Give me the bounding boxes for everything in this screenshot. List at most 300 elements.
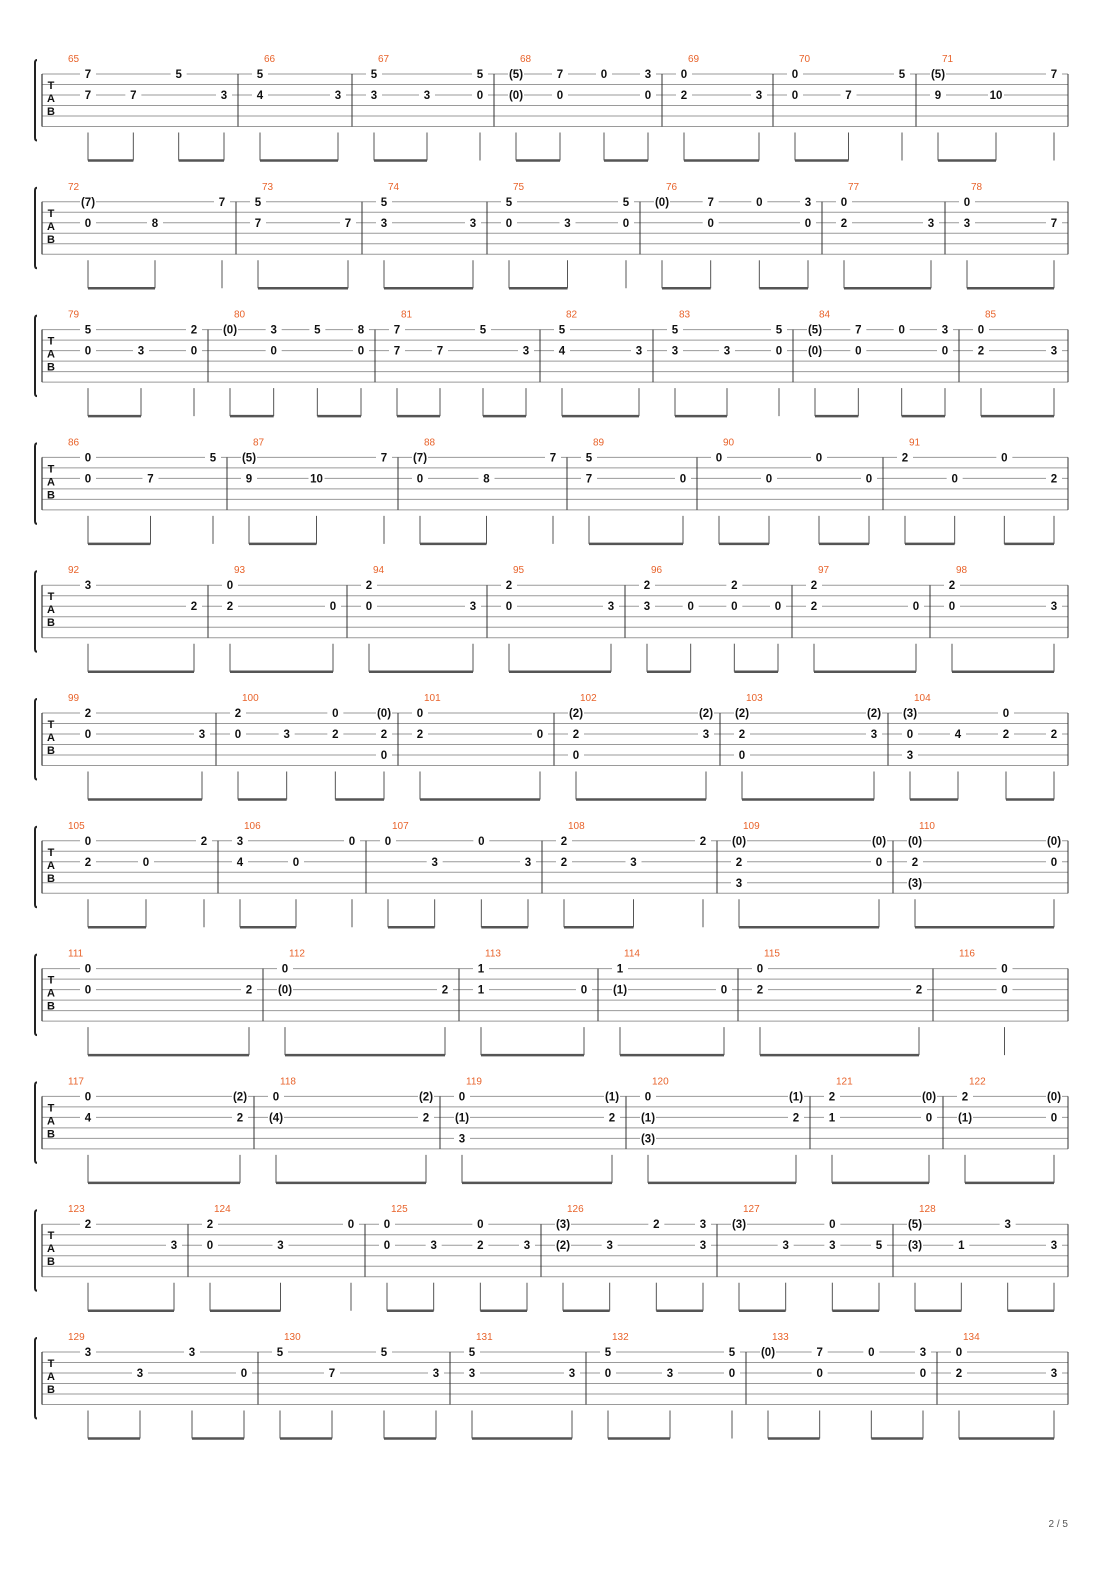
system-bracket [35, 316, 37, 397]
measure [944, 565, 1062, 672]
measure-number: 65 [68, 54, 80, 65]
fret-number: 0 [720, 984, 728, 997]
measure [412, 437, 561, 544]
fret-number: 3 [630, 856, 637, 869]
measure [501, 182, 634, 288]
fret-number: 2 [236, 1112, 244, 1125]
tab-system [35, 565, 1068, 672]
fret-number: 5 [875, 1240, 883, 1253]
measure [711, 437, 877, 544]
tab-clef-letter: A [47, 1371, 55, 1383]
fret-number: 2 [477, 1240, 484, 1253]
fret-number: 1 [828, 1112, 836, 1125]
fret-number: 3 [430, 1240, 437, 1253]
tab-clef-letter: A [47, 987, 55, 1000]
fret-number: 0 [478, 835, 485, 848]
fret-number: 0 [477, 1219, 484, 1232]
measure [277, 949, 453, 1056]
measure [376, 182, 481, 288]
fret-number: (2) [418, 1091, 434, 1104]
system-bracket [35, 1082, 37, 1163]
measure [379, 1204, 535, 1311]
fret-number: 2 [200, 835, 208, 848]
measure-number: 81 [401, 309, 413, 321]
fret-number: 2 [380, 729, 388, 741]
fret-number: 0 [416, 473, 424, 486]
measure-number: 125 [391, 1204, 408, 1216]
fret-number: 2 [955, 1368, 963, 1380]
measure-number: 91 [909, 437, 921, 449]
fret-number: 0 [292, 856, 300, 869]
system-bracket [35, 699, 37, 780]
measure [760, 1332, 931, 1439]
fret-number: 1 [616, 963, 624, 976]
measure-number: 111 [68, 948, 84, 960]
fret-number: 7 [393, 324, 401, 337]
fret-number: 3 [188, 1347, 196, 1359]
measure-number: 119 [466, 1076, 482, 1088]
measure [676, 54, 767, 161]
fret-number: 3 [941, 324, 949, 337]
fret-number: 7 [845, 90, 852, 102]
fret-number: 0 [206, 1240, 214, 1253]
fret-number: 2 [1050, 473, 1058, 486]
fret-number: (2) [734, 708, 750, 720]
measure-number: 128 [919, 1204, 936, 1216]
tab-clef-letter: T [47, 974, 55, 987]
fret-number: (3) [907, 1240, 923, 1253]
measure-number: 100 [242, 693, 259, 704]
fret-number: 2 [332, 729, 339, 741]
fret-number: 2 [643, 580, 651, 593]
fret-number: (2) [866, 708, 882, 720]
tab-clef-letter: A [47, 93, 55, 105]
measure-number: 120 [652, 1076, 669, 1088]
fret-number: 7 [344, 217, 352, 230]
fret-number: 0 [731, 601, 738, 614]
fret-number: 0 [948, 601, 956, 614]
fret-number: 2 [840, 217, 848, 230]
fret-number: 5 [84, 324, 92, 337]
fret-number: 2 [245, 984, 253, 997]
fret-number: 0 [738, 750, 746, 762]
measure-number: 132 [612, 1332, 629, 1343]
tab-clef-letter: T [47, 207, 55, 220]
measure [202, 1204, 359, 1311]
fret-number: 3 [84, 580, 92, 593]
fret-number: 0 [963, 196, 971, 209]
measure [734, 693, 882, 800]
fret-number: 3 [170, 1240, 178, 1253]
measure-number: 79 [68, 309, 80, 321]
fret-number: (2) [568, 708, 584, 720]
fret-number: 3 [782, 1240, 789, 1253]
fret-number: 0 [680, 69, 688, 81]
fret-number: 7 [328, 1368, 336, 1380]
measure-number: 107 [392, 820, 409, 832]
measure-number: 101 [424, 693, 441, 704]
tab-clef-letter: B [47, 1000, 55, 1013]
fret-number: 7 [549, 452, 557, 465]
fret-number: 0 [829, 1219, 836, 1232]
fret-number: 7 [855, 324, 862, 337]
measure-number: 89 [593, 437, 605, 449]
fret-number: 0 [791, 69, 799, 81]
measure-number: 72 [68, 181, 80, 193]
fret-number: 7 [84, 90, 92, 102]
measure-number: 77 [848, 181, 860, 193]
measure [222, 565, 341, 672]
measure-number: 75 [513, 181, 525, 193]
fret-number: 0 [815, 452, 823, 465]
fret-number: 4 [84, 1112, 92, 1125]
measure [836, 182, 939, 288]
fret-number: 0 [416, 708, 424, 720]
measure [380, 821, 536, 928]
fret-number: 3 [220, 90, 228, 102]
tab-system [35, 693, 1068, 800]
fret-number: 2 [190, 601, 198, 614]
fret-number: 4 [954, 729, 962, 741]
fret-number: (2) [698, 708, 714, 720]
fret-number: 0 [572, 750, 580, 762]
fret-number: 8 [483, 473, 490, 486]
measure [268, 1076, 434, 1183]
measure [824, 1076, 937, 1183]
measure [272, 1332, 444, 1439]
measure [412, 693, 548, 800]
fret-number: 0 [644, 1091, 652, 1104]
fret-number: 0 [348, 835, 356, 848]
measure [68, 565, 202, 672]
system-bracket [35, 1210, 37, 1291]
fret-number: (5) [807, 324, 823, 337]
fret-number: 3 [906, 750, 914, 762]
measure [68, 182, 230, 288]
measure-number: 134 [963, 1332, 980, 1343]
fret-number: 0 [505, 217, 513, 230]
fret-number: 7 [707, 196, 714, 209]
fret-number: 7 [436, 345, 444, 358]
measure-number: 86 [68, 437, 80, 449]
fret-number: 8 [151, 217, 159, 230]
fret-number: 10 [310, 473, 323, 486]
measure [68, 1204, 182, 1311]
fret-number: 0 [765, 473, 773, 486]
fret-number: 0 [1001, 984, 1008, 997]
measure-number: 82 [566, 309, 578, 321]
measure [639, 565, 786, 672]
fret-number: (3) [907, 877, 923, 890]
fret-number: 5 [175, 69, 182, 81]
tab-clef-letter: T [47, 463, 55, 476]
tab-system [35, 1204, 1068, 1311]
tab-clef-letter: A [47, 348, 55, 361]
fret-number: 4 [558, 345, 566, 358]
fret-number: 0 [840, 196, 848, 209]
fret-number: 5 [380, 1347, 388, 1359]
measure [68, 949, 257, 1056]
fret-number: 5 [671, 324, 679, 337]
tab-clef-letter: B [47, 617, 55, 630]
measure [555, 1204, 711, 1311]
measure [366, 54, 488, 161]
fret-number: (1) [957, 1112, 973, 1125]
fret-number: (0) [654, 196, 670, 209]
fret-number: 0 [951, 473, 958, 486]
fret-number: 0 [919, 1368, 927, 1380]
fret-number: 0 [898, 324, 905, 337]
measure [68, 1076, 248, 1183]
measure [957, 1076, 1062, 1183]
measure [806, 565, 924, 672]
fret-number: 7 [556, 69, 564, 81]
fret-number: 8 [357, 324, 365, 337]
fret-number: 9 [934, 90, 942, 102]
fret-number: 2 [828, 1091, 836, 1104]
fret-number: 0 [84, 452, 92, 465]
tab-clef-letter: A [47, 732, 55, 744]
fret-number: 0 [955, 1347, 963, 1359]
fret-number: 2 [735, 856, 743, 869]
tab-clef-letter: T [47, 591, 55, 604]
fret-number: 0 [816, 1368, 823, 1380]
fret-number: (1) [640, 1112, 656, 1125]
fret-number: (3) [555, 1219, 571, 1232]
fret-number: 7 [1050, 217, 1058, 230]
fret-number: 3 [458, 1133, 466, 1146]
fret-number: 0 [458, 1091, 466, 1104]
measure [731, 1204, 887, 1311]
fret-number: 0 [977, 324, 985, 337]
fret-number: 1 [477, 963, 485, 976]
measure [501, 565, 619, 672]
fret-number: (5) [241, 452, 257, 465]
measure [640, 1076, 804, 1183]
fret-number: 2 [792, 1112, 800, 1125]
fret-number: 7 [393, 345, 401, 358]
measure-number: 109 [743, 820, 760, 832]
measure [902, 693, 1062, 800]
fret-number: 3 [270, 324, 277, 337]
measure-number: 105 [68, 820, 85, 832]
fret-number: 0 [332, 708, 339, 720]
measure-number: 113 [485, 948, 501, 960]
fret-number: 3 [927, 217, 935, 230]
fret-number: 0 [622, 217, 630, 230]
fret-number: 0 [679, 473, 687, 486]
measure [556, 821, 711, 928]
measure-number: 97 [818, 565, 830, 577]
fret-number: 2 [948, 580, 956, 593]
tab-clef-letter: B [47, 233, 55, 246]
fret-number: 5 [380, 196, 388, 209]
fret-number: 5 [604, 1347, 612, 1359]
fret-number: 3 [723, 345, 731, 358]
fret-number: 3 [1004, 1219, 1011, 1232]
fret-number: 10 [989, 90, 1003, 102]
fret-number: 0 [505, 601, 513, 614]
fret-number: 0 [774, 601, 782, 614]
measure [752, 949, 927, 1056]
fret-number: 7 [147, 473, 154, 486]
fret-number: 3 [1050, 1240, 1058, 1253]
measure-number: 118 [280, 1076, 296, 1088]
fret-number: 3 [137, 345, 145, 358]
fret-number: 2 [738, 729, 746, 741]
fret-number: 0 [875, 856, 883, 869]
system-bracket [35, 60, 37, 141]
measure [508, 54, 656, 161]
fret-number: 0 [84, 963, 92, 976]
fret-number: 2 [810, 601, 818, 614]
measure-number: 84 [819, 309, 831, 321]
fret-number: (3) [640, 1133, 656, 1146]
fret-number: 0 [365, 601, 373, 614]
measure [68, 310, 202, 417]
measure [897, 437, 1062, 544]
fret-number: 3 [522, 345, 530, 358]
measure-number: 85 [985, 309, 997, 321]
fret-number: 0 [84, 345, 92, 358]
fret-number: 2 [901, 452, 909, 465]
measure-number: 106 [244, 820, 261, 832]
fret-number: 0 [804, 217, 812, 230]
measure [250, 182, 356, 288]
measure-number: 116 [959, 948, 975, 960]
fret-number: 2 [84, 1219, 92, 1232]
measure [230, 693, 392, 800]
fret-number: 7 [84, 69, 92, 81]
fret-number: 3 [735, 877, 743, 890]
tab-clef-letter: A [47, 1243, 55, 1256]
fret-number: 2 [699, 835, 707, 848]
fret-number: 0 [84, 217, 92, 230]
measure-number: 112 [289, 948, 305, 960]
fret-number: 0 [84, 1091, 92, 1104]
fret-number: 3 [84, 1347, 92, 1359]
fret-number: 3 [671, 345, 679, 358]
fret-number: 0 [1050, 856, 1058, 869]
measure [807, 310, 953, 417]
fret-number: 2 [441, 984, 449, 997]
fret-number: 3 [431, 856, 438, 869]
fret-number: 3 [1050, 345, 1058, 358]
fret-number: 0 [912, 601, 920, 614]
measure [600, 1332, 740, 1439]
fret-number: 5 [775, 324, 783, 337]
fret-number: 5 [209, 452, 217, 465]
measure-number: 115 [764, 948, 780, 960]
measure-number: 99 [68, 693, 80, 704]
measure [222, 310, 369, 417]
fret-number: 5 [468, 1347, 476, 1359]
fret-number: (0) [807, 345, 823, 358]
fret-number: 3 [380, 217, 388, 230]
measure-number: 66 [264, 54, 276, 65]
fret-number: 3 [829, 1240, 836, 1253]
fret-number: (1) [454, 1112, 470, 1125]
fret-number: 0 [190, 345, 198, 358]
fret-number: 0 [272, 1091, 280, 1104]
fret-number: 3 [606, 1240, 613, 1253]
fret-number: 0 [855, 345, 862, 358]
tab-system [35, 54, 1068, 161]
measure [361, 565, 481, 672]
fret-number: (3) [731, 1219, 747, 1232]
fret-number: 3 [523, 1240, 531, 1253]
measure [568, 693, 714, 800]
fret-number: 7 [254, 217, 262, 230]
measure-number: 74 [388, 181, 400, 193]
fret-number: 0 [756, 963, 764, 976]
fret-number: 0 [380, 750, 388, 762]
fret-number: 2 [731, 580, 738, 593]
measure-number: 114 [624, 948, 640, 960]
fret-number: 7 [585, 473, 593, 486]
measure [68, 693, 210, 800]
measure-number: 133 [772, 1332, 789, 1343]
tab-clef-letter: B [47, 872, 55, 885]
fret-number: 3 [136, 1368, 144, 1380]
fret-number: 5 [585, 452, 593, 465]
fret-number: 5 [505, 196, 513, 209]
measure [959, 182, 1062, 288]
fret-number: 0 [600, 69, 608, 81]
fret-number: (0) [1046, 1091, 1062, 1104]
fret-number: 0 [644, 90, 652, 102]
tab-system [35, 1332, 1068, 1439]
fret-number: 2 [977, 345, 985, 358]
measure-number: 76 [666, 181, 678, 193]
measure-number: 117 [68, 1076, 84, 1088]
fret-number: 2 [572, 729, 580, 741]
fret-number: 0 [868, 1347, 875, 1359]
measure [612, 949, 732, 1056]
fret-number: 2 [915, 984, 923, 997]
fret-number: 2 [416, 729, 424, 741]
system-bracket [35, 188, 37, 268]
measure-number: 123 [68, 1204, 85, 1216]
fret-number: 2 [608, 1112, 616, 1125]
tab-system [35, 821, 1068, 928]
fret-number: 0 [226, 580, 234, 593]
measure [930, 54, 1062, 161]
measure-number: 95 [513, 565, 525, 577]
fret-number: (0) [222, 324, 238, 337]
fret-number: 3 [524, 856, 532, 869]
measure [68, 821, 212, 928]
measure-number: 131 [476, 1332, 493, 1343]
fret-number: 0 [384, 835, 392, 848]
system-bracket [35, 443, 37, 524]
measure-number: 130 [284, 1332, 301, 1343]
measure [907, 821, 1062, 928]
tab-clef-letter: B [47, 1128, 55, 1141]
measure [68, 437, 221, 544]
fret-number: 2 [961, 1091, 969, 1104]
fret-number: (3) [902, 708, 918, 720]
fret-number: 3 [469, 601, 477, 614]
tab-system [35, 1076, 1068, 1183]
fret-number: 4 [236, 856, 244, 869]
system-bracket [35, 955, 37, 1036]
measure-number: 73 [262, 181, 274, 193]
fret-number: 0 [84, 835, 92, 848]
fret-number: 0 [1001, 452, 1008, 465]
measure [554, 310, 647, 417]
measure-number: 102 [580, 693, 597, 704]
